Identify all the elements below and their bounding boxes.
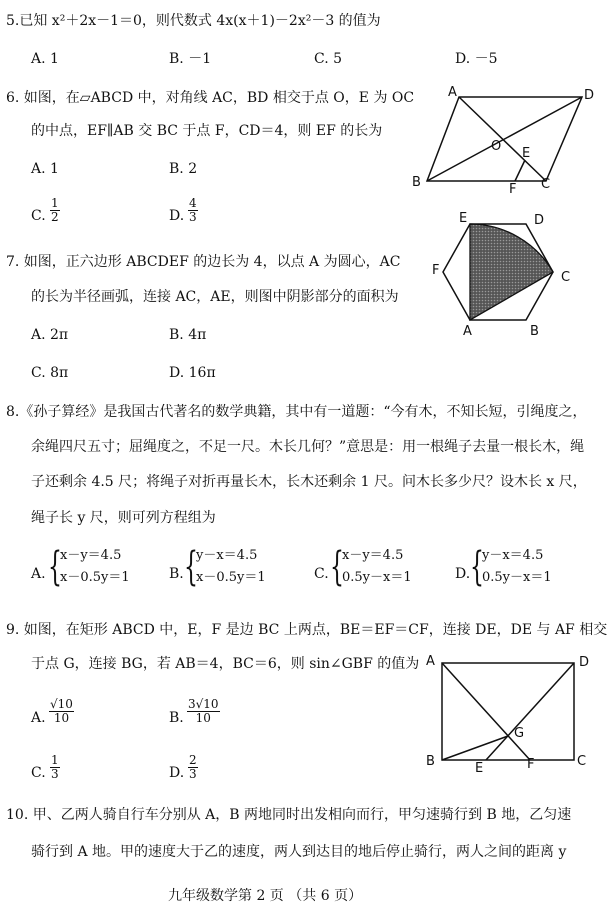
q9-option-b-prefix: B.	[169, 710, 184, 726]
q6-option-c-fraction	[50, 197, 60, 224]
segment-ef	[515, 160, 525, 181]
q6-label-o: O	[491, 139, 502, 154]
q5-option-d: D. －5	[455, 51, 498, 67]
rectangle-abcd	[442, 663, 574, 760]
q7-label-d: D	[534, 213, 545, 228]
segment-de	[486, 663, 574, 760]
q7-option-c: C. 8π	[31, 365, 69, 381]
equation-1: y－x＝4.5	[196, 548, 258, 563]
q5-option-a: A. 1	[31, 51, 59, 67]
q6-label-b: B	[412, 175, 421, 190]
equation-1: x－y＝4.5	[342, 548, 404, 563]
q5-option-c: C. 5	[314, 51, 343, 67]
q7-stem-line2: 的长为半径画弧，连接 AC，AE，则图中阴影部分的面积为	[31, 289, 399, 305]
q9-label-f: F	[527, 757, 535, 772]
q7-label-e: E	[459, 211, 468, 226]
q6-option-d-prefix: D.	[169, 208, 185, 224]
q9-label-e: E	[475, 761, 484, 776]
q5-stem: 5.已知 x²＋2x－1＝0，则代数式 4x(x＋1)－2x²－3 的值为	[6, 13, 381, 29]
q7-hexagon-figure	[430, 212, 570, 342]
brace-icon: {	[470, 544, 484, 590]
fraction-denominator: 10	[53, 711, 70, 725]
q8-stem-line2: 余绳四尺五寸；屈绳度之，不足一尺。木长几何？”意思是：用一根绳子去量一根长木，绳	[31, 439, 585, 455]
segment-bg	[442, 736, 508, 760]
fraction-denominator: 3	[51, 767, 59, 781]
q10-stem-line2: 骑行到 A 地。甲的速度大于乙的速度，两人到达目的地后停止骑行，两人之间的距离 y	[31, 844, 567, 860]
fraction-numerator: √10	[50, 697, 73, 711]
q7-label-f: F	[432, 263, 440, 278]
q8-stem-line3: 子还剩余 4.5 尺；将绳子对折再量长木，长木还剩余 1 尺。问木长多少尺？设木长 x 尺，	[31, 474, 587, 490]
q6-stem-line1: 6. 如图，在▱ABCD 中，对角线 AC，BD 相交于点 O，E 为 OC	[6, 90, 415, 106]
diagonal-ac	[459, 97, 546, 181]
q7-stem-line1: 7. 如图，正六边形 ABCDEF 的边长为 4，以点 A 为圆心，AC	[6, 254, 401, 270]
q6-option-b: B. 2	[169, 161, 198, 177]
q9-option-a-fraction	[49, 698, 74, 725]
q9-label-g: G	[514, 726, 525, 741]
fraction-numerator: 1	[51, 753, 59, 767]
fraction-numerator: 4	[189, 196, 197, 210]
q6-label-e: E	[522, 146, 531, 161]
q7-option-b: B. 4π	[169, 327, 207, 343]
equation-2: 0.5y－x＝1	[342, 570, 412, 585]
fraction-numerator: 3√10	[188, 697, 219, 711]
q7-option-a: A. 2π	[31, 327, 69, 343]
q6-label-a: A	[448, 85, 457, 100]
q6-option-a: A. 1	[31, 161, 59, 177]
q9-option-b-fraction	[187, 698, 220, 725]
q9-label-b: B	[426, 754, 435, 769]
q6-label-c: C	[541, 177, 551, 192]
brace-icon: {	[330, 544, 344, 590]
q6-stem-line2: 的中点，EF∥AB 交 BC 于点 F，CD＝4，则 EF 的长为	[31, 123, 383, 139]
equation-2: x－0.5y＝1	[196, 570, 266, 585]
q10-stem-line1: 10. 甲、乙两人骑自行车分别从 A，B 两地同时出发相向而行，甲匀速骑行到 B 地，乙匀速	[6, 807, 572, 823]
fraction-denominator: 3	[189, 767, 197, 781]
q6-option-c-prefix: C.	[31, 208, 46, 224]
fraction-numerator: 1	[51, 196, 59, 210]
segment-af	[442, 663, 530, 760]
equation-2: x－0.5y＝1	[60, 570, 130, 585]
q5-option-b: B. －1	[169, 51, 212, 67]
q6-option-d-fraction	[188, 197, 198, 224]
q7-label-b: B	[530, 324, 539, 339]
q9-option-c-prefix: C.	[31, 765, 46, 781]
shaded-sector	[470, 224, 553, 320]
fraction-numerator: 2	[189, 753, 197, 767]
equation-2: 0.5y－x＝1	[482, 570, 552, 585]
q7-label-a: A	[463, 324, 472, 339]
equation-1: x－y＝4.5	[60, 548, 122, 563]
q6-label-d: D	[584, 88, 595, 103]
equation-1: y－x＝4.5	[482, 548, 544, 563]
q7-option-d: D. 16π	[169, 365, 216, 381]
fraction-denominator: 10	[195, 711, 211, 725]
q9-option-c-fraction	[50, 754, 60, 781]
q8-option-d-label: D.	[455, 566, 471, 582]
q6-label-f: F	[509, 182, 517, 197]
brace-icon: {	[184, 544, 198, 590]
q9-option-a-prefix: A.	[31, 710, 46, 726]
q8-option-a-label: A.	[31, 566, 46, 582]
fraction-denominator: 2	[51, 210, 59, 224]
q7-label-c: C	[561, 270, 571, 285]
q9-label-a: A	[426, 654, 435, 669]
q9-rectangle-figure	[432, 655, 582, 765]
q8-stem-line4: 绳子长 y 尺，则可列方程组为	[31, 510, 216, 526]
brace-icon: {	[48, 544, 62, 590]
page-footer: 九年级数学第 2 页 （共 6 页）	[168, 888, 363, 904]
q8-stem-line1: 8.《孙子算经》是我国古代著名的数学典籍，其中有一道题：“今有木，不知长短，引绳度之，	[6, 404, 587, 420]
q9-label-d: D	[579, 655, 590, 670]
q9-stem-line2: 于点 G，连接 BG，若 AB＝4，BC＝6，则 sin∠GBF 的值为	[31, 656, 420, 672]
fraction-denominator: 3	[189, 210, 197, 224]
q8-option-b-label: B.	[169, 566, 184, 582]
q9-option-d-prefix: D.	[169, 765, 185, 781]
q9-label-c: C	[577, 754, 587, 769]
q9-stem-line1: 9. 如图，在矩形 ABCD 中，E，F 是边 BC 上两点，BE＝EF＝CF，连接 DE，DE 与 AF 相交	[6, 622, 608, 638]
q9-option-d-fraction	[188, 754, 198, 781]
q8-option-c-label: C.	[314, 566, 329, 582]
diagonal-bd	[427, 97, 582, 181]
